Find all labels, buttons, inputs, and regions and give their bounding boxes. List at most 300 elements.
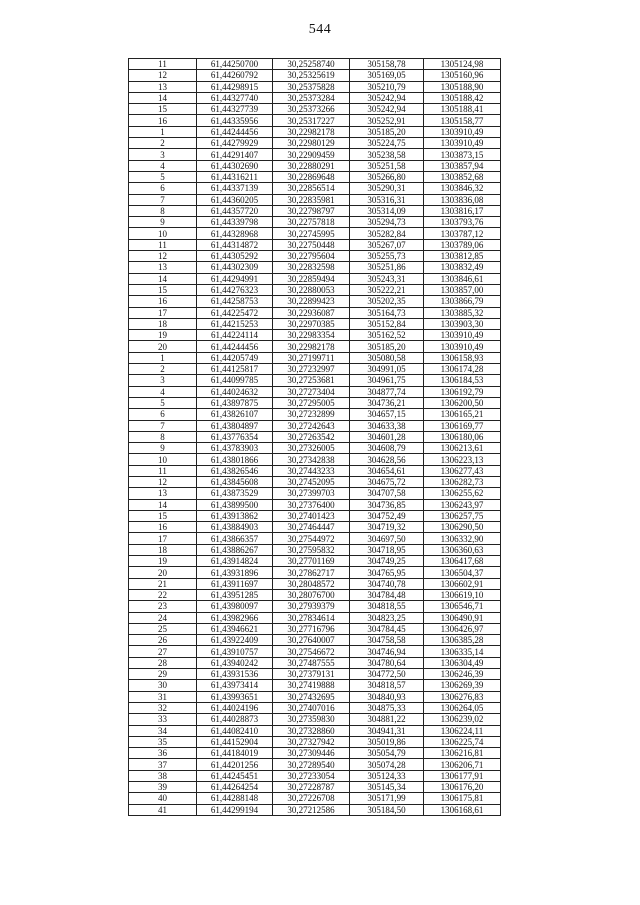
longitude-cell: 30,27716796 bbox=[273, 623, 350, 634]
point-number-cell: 8 bbox=[129, 205, 197, 216]
y-coordinate-cell: 1303866,79 bbox=[424, 296, 501, 307]
longitude-cell: 30,27327942 bbox=[273, 736, 350, 747]
y-coordinate-cell: 1305188,41 bbox=[424, 104, 501, 115]
point-number-cell: 33 bbox=[129, 714, 197, 725]
y-coordinate-cell: 1306257,75 bbox=[424, 510, 501, 521]
table-row bbox=[129, 465, 501, 476]
longitude-cell: 30,27379131 bbox=[273, 669, 350, 680]
point-number-cell: 35 bbox=[129, 736, 197, 747]
table-row bbox=[129, 736, 501, 747]
point-number-cell: 18 bbox=[129, 318, 197, 329]
y-coordinate-cell: 1303789,06 bbox=[424, 239, 501, 250]
x-coordinate-cell: 305267,07 bbox=[350, 239, 424, 250]
point-number-cell: 3 bbox=[129, 149, 197, 160]
longitude-cell: 30,22869648 bbox=[273, 171, 350, 182]
y-coordinate-cell: 1306223,13 bbox=[424, 454, 501, 465]
x-coordinate-cell: 304654,61 bbox=[350, 465, 424, 476]
table-row bbox=[129, 601, 501, 612]
table-row bbox=[129, 556, 501, 567]
table-row bbox=[129, 409, 501, 420]
point-number-cell: 16 bbox=[129, 522, 197, 533]
table-row bbox=[129, 70, 501, 81]
x-coordinate-cell: 304749,25 bbox=[350, 556, 424, 567]
x-coordinate-cell: 304840,93 bbox=[350, 691, 424, 702]
longitude-cell: 30,27263542 bbox=[273, 431, 350, 442]
y-coordinate-cell: 1306332,90 bbox=[424, 533, 501, 544]
y-coordinate-cell: 1305160,96 bbox=[424, 70, 501, 81]
x-coordinate-cell: 304784,45 bbox=[350, 623, 424, 634]
point-number-cell: 14 bbox=[129, 273, 197, 284]
x-coordinate-cell: 305242,94 bbox=[350, 104, 424, 115]
x-coordinate-cell: 305266,80 bbox=[350, 171, 424, 182]
y-coordinate-cell: 1306176,20 bbox=[424, 782, 501, 793]
longitude-cell: 30,25373266 bbox=[273, 104, 350, 115]
y-coordinate-cell: 1305124,98 bbox=[424, 59, 501, 70]
y-coordinate-cell: 1306225,74 bbox=[424, 736, 501, 747]
table-row bbox=[129, 578, 501, 589]
longitude-cell: 30,27326005 bbox=[273, 443, 350, 454]
table-row bbox=[129, 205, 501, 216]
longitude-cell: 30,25375828 bbox=[273, 81, 350, 92]
longitude-cell: 30,27253681 bbox=[273, 375, 350, 386]
table-row bbox=[129, 431, 501, 442]
longitude-cell: 30,22983354 bbox=[273, 330, 350, 341]
x-coordinate-cell: 305164,73 bbox=[350, 307, 424, 318]
latitude-cell: 61,44152904 bbox=[197, 736, 273, 747]
latitude-cell: 61,44328968 bbox=[197, 228, 273, 239]
y-coordinate-cell: 1306175,81 bbox=[424, 793, 501, 804]
y-coordinate-cell: 1306177,91 bbox=[424, 770, 501, 781]
point-number-cell: 29 bbox=[129, 669, 197, 680]
point-number-cell: 1 bbox=[129, 126, 197, 137]
y-coordinate-cell: 1306165,21 bbox=[424, 409, 501, 420]
latitude-cell: 61,43910757 bbox=[197, 646, 273, 657]
table-row bbox=[129, 635, 501, 646]
latitude-cell: 61,44298915 bbox=[197, 81, 273, 92]
table-row bbox=[129, 770, 501, 781]
table-row bbox=[129, 239, 501, 250]
latitude-cell: 61,44028873 bbox=[197, 714, 273, 725]
point-number-cell: 11 bbox=[129, 239, 197, 250]
latitude-cell: 61,44279929 bbox=[197, 138, 273, 149]
point-number-cell: 2 bbox=[129, 138, 197, 149]
x-coordinate-cell: 304991,05 bbox=[350, 364, 424, 375]
table-row bbox=[129, 386, 501, 397]
x-coordinate-cell: 305252,91 bbox=[350, 115, 424, 126]
longitude-cell: 30,28048572 bbox=[273, 578, 350, 589]
x-coordinate-cell: 305251,58 bbox=[350, 160, 424, 171]
table-row bbox=[129, 341, 501, 352]
longitude-cell: 30,22880291 bbox=[273, 160, 350, 171]
x-coordinate-cell: 304718,95 bbox=[350, 544, 424, 555]
y-coordinate-cell: 1306277,43 bbox=[424, 465, 501, 476]
table-row bbox=[129, 92, 501, 103]
point-number-cell: 18 bbox=[129, 544, 197, 555]
x-coordinate-cell: 304881,22 bbox=[350, 714, 424, 725]
latitude-cell: 61,44337139 bbox=[197, 183, 273, 194]
table-row bbox=[129, 228, 501, 239]
longitude-cell: 30,27359830 bbox=[273, 714, 350, 725]
table-row bbox=[129, 284, 501, 295]
y-coordinate-cell: 1303910,49 bbox=[424, 126, 501, 137]
table-row bbox=[129, 793, 501, 804]
point-number-cell: 26 bbox=[129, 635, 197, 646]
latitude-cell: 61,43911697 bbox=[197, 578, 273, 589]
point-number-cell: 9 bbox=[129, 217, 197, 228]
y-coordinate-cell: 1306504,37 bbox=[424, 567, 501, 578]
latitude-cell: 61,44339798 bbox=[197, 217, 273, 228]
x-coordinate-cell: 305124,33 bbox=[350, 770, 424, 781]
latitude-cell: 61,44258753 bbox=[197, 296, 273, 307]
latitude-cell: 61,44244456 bbox=[197, 341, 273, 352]
x-coordinate-cell: 305171,99 bbox=[350, 793, 424, 804]
y-coordinate-cell: 1306169,77 bbox=[424, 420, 501, 431]
y-coordinate-cell: 1303846,61 bbox=[424, 273, 501, 284]
table-row bbox=[129, 104, 501, 115]
point-number-cell: 1 bbox=[129, 352, 197, 363]
latitude-cell: 61,43804897 bbox=[197, 420, 273, 431]
latitude-cell: 61,44225472 bbox=[197, 307, 273, 318]
latitude-cell: 61,44244456 bbox=[197, 126, 273, 137]
x-coordinate-cell: 305202,35 bbox=[350, 296, 424, 307]
y-coordinate-cell: 1306239,02 bbox=[424, 714, 501, 725]
point-number-cell: 28 bbox=[129, 657, 197, 668]
longitude-cell: 30,27228787 bbox=[273, 782, 350, 793]
x-coordinate-cell: 305162,52 bbox=[350, 330, 424, 341]
y-coordinate-cell: 1303852,68 bbox=[424, 171, 501, 182]
longitude-cell: 30,25258740 bbox=[273, 59, 350, 70]
point-number-cell: 10 bbox=[129, 454, 197, 465]
point-number-cell: 25 bbox=[129, 623, 197, 634]
latitude-cell: 61,43931896 bbox=[197, 567, 273, 578]
point-number-cell: 22 bbox=[129, 589, 197, 600]
longitude-cell: 30,25317227 bbox=[273, 115, 350, 126]
longitude-cell: 30,27640007 bbox=[273, 635, 350, 646]
table-row bbox=[129, 725, 501, 736]
latitude-cell: 61,43873529 bbox=[197, 488, 273, 499]
latitude-cell: 61,43913862 bbox=[197, 510, 273, 521]
y-coordinate-cell: 1306180,06 bbox=[424, 431, 501, 442]
latitude-cell: 61,44205749 bbox=[197, 352, 273, 363]
table-row bbox=[129, 646, 501, 657]
coordinates-table-body bbox=[129, 59, 501, 816]
x-coordinate-cell: 304707,58 bbox=[350, 488, 424, 499]
table-row bbox=[129, 623, 501, 634]
x-coordinate-cell: 305222,21 bbox=[350, 284, 424, 295]
x-coordinate-cell: 304697,50 bbox=[350, 533, 424, 544]
y-coordinate-cell: 1306206,71 bbox=[424, 759, 501, 770]
latitude-cell: 61,44250700 bbox=[197, 59, 273, 70]
y-coordinate-cell: 1306243,97 bbox=[424, 499, 501, 510]
point-number-cell: 6 bbox=[129, 183, 197, 194]
point-number-cell: 12 bbox=[129, 70, 197, 81]
y-coordinate-cell: 1305158,77 bbox=[424, 115, 501, 126]
longitude-cell: 30,27407016 bbox=[273, 702, 350, 713]
y-coordinate-cell: 1306184,53 bbox=[424, 375, 501, 386]
table-row bbox=[129, 217, 501, 228]
y-coordinate-cell: 1306490,91 bbox=[424, 612, 501, 623]
longitude-cell: 30,22936087 bbox=[273, 307, 350, 318]
table-row bbox=[129, 499, 501, 510]
table-row bbox=[129, 194, 501, 205]
x-coordinate-cell: 305238,58 bbox=[350, 149, 424, 160]
point-number-cell: 36 bbox=[129, 748, 197, 759]
y-coordinate-cell: 1303787,12 bbox=[424, 228, 501, 239]
latitude-cell: 61,43980097 bbox=[197, 601, 273, 612]
point-number-cell: 6 bbox=[129, 409, 197, 420]
y-coordinate-cell: 1306264,05 bbox=[424, 702, 501, 713]
table-row bbox=[129, 262, 501, 273]
table-row bbox=[129, 544, 501, 555]
latitude-cell: 61,44260792 bbox=[197, 70, 273, 81]
longitude-cell: 30,27443233 bbox=[273, 465, 350, 476]
x-coordinate-cell: 305243,31 bbox=[350, 273, 424, 284]
table-row bbox=[129, 307, 501, 318]
x-coordinate-cell: 304657,15 bbox=[350, 409, 424, 420]
point-number-cell: 31 bbox=[129, 691, 197, 702]
point-number-cell: 16 bbox=[129, 296, 197, 307]
longitude-cell: 30,27199711 bbox=[273, 352, 350, 363]
latitude-cell: 61,43973414 bbox=[197, 680, 273, 691]
y-coordinate-cell: 1303873,15 bbox=[424, 149, 501, 160]
longitude-cell: 30,27232899 bbox=[273, 409, 350, 420]
longitude-cell: 30,22970385 bbox=[273, 318, 350, 329]
latitude-cell: 61,44305292 bbox=[197, 251, 273, 262]
y-coordinate-cell: 1306619,10 bbox=[424, 589, 501, 600]
x-coordinate-cell: 304746,94 bbox=[350, 646, 424, 657]
latitude-cell: 61,43922409 bbox=[197, 635, 273, 646]
x-coordinate-cell: 304818,57 bbox=[350, 680, 424, 691]
latitude-cell: 61,44360205 bbox=[197, 194, 273, 205]
table-row bbox=[129, 126, 501, 137]
table-row bbox=[129, 81, 501, 92]
point-number-cell: 19 bbox=[129, 556, 197, 567]
x-coordinate-cell: 305282,84 bbox=[350, 228, 424, 239]
table-row bbox=[129, 759, 501, 770]
point-number-cell: 32 bbox=[129, 702, 197, 713]
y-coordinate-cell: 1303885,32 bbox=[424, 307, 501, 318]
latitude-cell: 61,44125817 bbox=[197, 364, 273, 375]
x-coordinate-cell: 304601,28 bbox=[350, 431, 424, 442]
longitude-cell: 30,22899423 bbox=[273, 296, 350, 307]
point-number-cell: 13 bbox=[129, 81, 197, 92]
point-number-cell: 14 bbox=[129, 499, 197, 510]
y-coordinate-cell: 1303816,17 bbox=[424, 205, 501, 216]
table-row bbox=[129, 589, 501, 600]
y-coordinate-cell: 1303846,32 bbox=[424, 183, 501, 194]
latitude-cell: 61,44245451 bbox=[197, 770, 273, 781]
y-coordinate-cell: 1303903,30 bbox=[424, 318, 501, 329]
x-coordinate-cell: 305019,86 bbox=[350, 736, 424, 747]
longitude-cell: 30,27401423 bbox=[273, 510, 350, 521]
longitude-cell: 30,27242643 bbox=[273, 420, 350, 431]
y-coordinate-cell: 1303910,49 bbox=[424, 341, 501, 352]
y-coordinate-cell: 1306304,49 bbox=[424, 657, 501, 668]
longitude-cell: 30,27464447 bbox=[273, 522, 350, 533]
point-number-cell: 5 bbox=[129, 171, 197, 182]
latitude-cell: 61,43783903 bbox=[197, 443, 273, 454]
y-coordinate-cell: 1306192,79 bbox=[424, 386, 501, 397]
y-coordinate-cell: 1306290,50 bbox=[424, 522, 501, 533]
point-number-cell: 5 bbox=[129, 397, 197, 408]
y-coordinate-cell: 1306174,28 bbox=[424, 364, 501, 375]
longitude-cell: 30,27376400 bbox=[273, 499, 350, 510]
x-coordinate-cell: 305294,73 bbox=[350, 217, 424, 228]
latitude-cell: 61,44201256 bbox=[197, 759, 273, 770]
x-coordinate-cell: 304780,64 bbox=[350, 657, 424, 668]
x-coordinate-cell: 304633,38 bbox=[350, 420, 424, 431]
latitude-cell: 61,44299194 bbox=[197, 804, 273, 815]
point-number-cell: 30 bbox=[129, 680, 197, 691]
point-number-cell: 3 bbox=[129, 375, 197, 386]
longitude-cell: 30,22856514 bbox=[273, 183, 350, 194]
point-number-cell: 4 bbox=[129, 386, 197, 397]
x-coordinate-cell: 305185,20 bbox=[350, 126, 424, 137]
x-coordinate-cell: 304941,31 bbox=[350, 725, 424, 736]
longitude-cell: 30,22859494 bbox=[273, 273, 350, 284]
point-number-cell: 34 bbox=[129, 725, 197, 736]
point-number-cell: 13 bbox=[129, 262, 197, 273]
longitude-cell: 30,27487555 bbox=[273, 657, 350, 668]
table-row bbox=[129, 669, 501, 680]
x-coordinate-cell: 304961,75 bbox=[350, 375, 424, 386]
point-number-cell: 7 bbox=[129, 194, 197, 205]
longitude-cell: 30,27342838 bbox=[273, 454, 350, 465]
longitude-cell: 30,27289540 bbox=[273, 759, 350, 770]
y-coordinate-cell: 1306385,28 bbox=[424, 635, 501, 646]
point-number-cell: 10 bbox=[129, 228, 197, 239]
latitude-cell: 61,44024632 bbox=[197, 386, 273, 397]
y-coordinate-cell: 1305188,90 bbox=[424, 81, 501, 92]
y-coordinate-cell: 1306168,61 bbox=[424, 804, 501, 815]
x-coordinate-cell: 304628,56 bbox=[350, 454, 424, 465]
table-row bbox=[129, 138, 501, 149]
latitude-cell: 61,43866357 bbox=[197, 533, 273, 544]
point-number-cell: 12 bbox=[129, 476, 197, 487]
point-number-cell: 41 bbox=[129, 804, 197, 815]
longitude-cell: 30,27546672 bbox=[273, 646, 350, 657]
latitude-cell: 61,43884903 bbox=[197, 522, 273, 533]
y-coordinate-cell: 1306417,68 bbox=[424, 556, 501, 567]
longitude-cell: 30,22798797 bbox=[273, 205, 350, 216]
x-coordinate-cell: 304736,21 bbox=[350, 397, 424, 408]
longitude-cell: 30,27273404 bbox=[273, 386, 350, 397]
point-number-cell: 23 bbox=[129, 601, 197, 612]
point-number-cell: 14 bbox=[129, 92, 197, 103]
y-coordinate-cell: 1306276,83 bbox=[424, 691, 501, 702]
longitude-cell: 30,27399703 bbox=[273, 488, 350, 499]
x-coordinate-cell: 305054,79 bbox=[350, 748, 424, 759]
y-coordinate-cell: 1306546,71 bbox=[424, 601, 501, 612]
latitude-cell: 61,44327740 bbox=[197, 92, 273, 103]
point-number-cell: 24 bbox=[129, 612, 197, 623]
latitude-cell: 61,44215253 bbox=[197, 318, 273, 329]
latitude-cell: 61,43931536 bbox=[197, 669, 273, 680]
point-number-cell: 11 bbox=[129, 465, 197, 476]
table-row bbox=[129, 680, 501, 691]
x-coordinate-cell: 305242,94 bbox=[350, 92, 424, 103]
point-number-cell: 20 bbox=[129, 341, 197, 352]
y-coordinate-cell: 1306360,63 bbox=[424, 544, 501, 555]
longitude-cell: 30,22909459 bbox=[273, 149, 350, 160]
y-coordinate-cell: 1306255,62 bbox=[424, 488, 501, 499]
y-coordinate-cell: 1306224,11 bbox=[424, 725, 501, 736]
longitude-cell: 30,27432695 bbox=[273, 691, 350, 702]
table-row bbox=[129, 318, 501, 329]
x-coordinate-cell: 305255,73 bbox=[350, 251, 424, 262]
table-row bbox=[129, 476, 501, 487]
x-coordinate-cell: 305251,86 bbox=[350, 262, 424, 273]
x-coordinate-cell: 304736,85 bbox=[350, 499, 424, 510]
table-row bbox=[129, 488, 501, 499]
x-coordinate-cell: 305074,28 bbox=[350, 759, 424, 770]
y-coordinate-cell: 1306213,61 bbox=[424, 443, 501, 454]
page-number: 544 bbox=[308, 22, 332, 37]
table-row bbox=[129, 352, 501, 363]
longitude-cell: 30,27595832 bbox=[273, 544, 350, 555]
table-row bbox=[129, 420, 501, 431]
latitude-cell: 61,43886267 bbox=[197, 544, 273, 555]
latitude-cell: 61,44276323 bbox=[197, 284, 273, 295]
point-number-cell: 21 bbox=[129, 578, 197, 589]
table-row bbox=[129, 454, 501, 465]
latitude-cell: 61,44082410 bbox=[197, 725, 273, 736]
y-coordinate-cell: 1306282,73 bbox=[424, 476, 501, 487]
x-coordinate-cell: 305185,20 bbox=[350, 341, 424, 352]
table-row bbox=[129, 612, 501, 623]
table-row bbox=[129, 567, 501, 578]
longitude-cell: 30,22745995 bbox=[273, 228, 350, 239]
x-coordinate-cell: 304877,74 bbox=[350, 386, 424, 397]
x-coordinate-cell: 305290,31 bbox=[350, 183, 424, 194]
x-coordinate-cell: 305314,09 bbox=[350, 205, 424, 216]
table-row bbox=[129, 657, 501, 668]
table-row bbox=[129, 510, 501, 521]
latitude-cell: 61,44335956 bbox=[197, 115, 273, 126]
latitude-cell: 61,43801866 bbox=[197, 454, 273, 465]
y-coordinate-cell: 1306426,97 bbox=[424, 623, 501, 634]
longitude-cell: 30,27834614 bbox=[273, 612, 350, 623]
latitude-cell: 61,43899500 bbox=[197, 499, 273, 510]
table-row bbox=[129, 171, 501, 182]
latitude-cell: 61,43940242 bbox=[197, 657, 273, 668]
y-coordinate-cell: 1303793,76 bbox=[424, 217, 501, 228]
y-coordinate-cell: 1303910,49 bbox=[424, 330, 501, 341]
latitude-cell: 61,43993651 bbox=[197, 691, 273, 702]
latitude-cell: 61,44357720 bbox=[197, 205, 273, 216]
x-coordinate-cell: 304719,32 bbox=[350, 522, 424, 533]
x-coordinate-cell: 305210,79 bbox=[350, 81, 424, 92]
longitude-cell: 30,22982178 bbox=[273, 126, 350, 137]
y-coordinate-cell: 1303857,94 bbox=[424, 160, 501, 171]
table-row bbox=[129, 183, 501, 194]
latitude-cell: 61,43951285 bbox=[197, 589, 273, 600]
longitude-cell: 30,22750448 bbox=[273, 239, 350, 250]
point-number-cell: 40 bbox=[129, 793, 197, 804]
longitude-cell: 30,27862717 bbox=[273, 567, 350, 578]
longitude-cell: 30,27233054 bbox=[273, 770, 350, 781]
latitude-cell: 61,43845608 bbox=[197, 476, 273, 487]
point-number-cell: 27 bbox=[129, 646, 197, 657]
longitude-cell: 30,27939379 bbox=[273, 601, 350, 612]
latitude-cell: 61,43946621 bbox=[197, 623, 273, 634]
latitude-cell: 61,43982966 bbox=[197, 612, 273, 623]
table-row bbox=[129, 702, 501, 713]
x-coordinate-cell: 304784,48 bbox=[350, 589, 424, 600]
table-row bbox=[129, 533, 501, 544]
point-number-cell: 15 bbox=[129, 104, 197, 115]
table-row bbox=[129, 273, 501, 284]
